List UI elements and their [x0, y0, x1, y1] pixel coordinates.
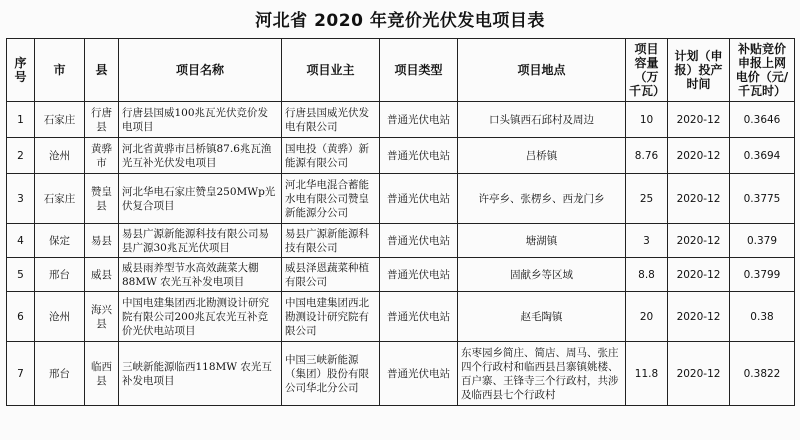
table-row [7, 174, 795, 224]
cell-seq: 1 [7, 102, 35, 138]
cell-project-name: 中国电建集团西北勘测设计研究院有限公司200兆瓦农光互补竞价光伏电站项目 [119, 292, 282, 342]
cell-project-name: 威县雨养型节水高效蔬菜大棚88MW 农光互补发电项目 [119, 258, 282, 292]
cell-type: 普通光伏电站 [380, 138, 458, 174]
cell-project-name: 行唐县国威100兆瓦光伏竞价发电项目 [119, 102, 282, 138]
cell-price: 0.3775 [730, 174, 795, 224]
cell-project-name: 易县广源新能源科技有限公司易县广源30兆瓦光伏项目 [119, 224, 282, 258]
header-plan-time: 计划（申报）投产时间 [668, 39, 730, 102]
table-row [7, 138, 795, 174]
cell-seq: 6 [7, 292, 35, 342]
header-capacity: 项目容量（万千瓦） [626, 39, 668, 102]
table-row [7, 224, 795, 258]
cell-project-name: 河北华电石家庄赞皇250MWp光伏复合项目 [119, 174, 282, 224]
cell-owner: 河北华电混合蓄能水电有限公司赞皇新能源分公司 [282, 174, 380, 224]
cell-type: 普通光伏电站 [380, 258, 458, 292]
projects-table [6, 38, 795, 406]
cell-price: 0.3799 [730, 258, 795, 292]
header-owner: 项目业主 [282, 39, 380, 102]
cell-price: 0.38 [730, 292, 795, 342]
header-project-name: 项目名称 [119, 39, 282, 102]
cell-location: 塘湖镇 [458, 224, 626, 258]
cell-price: 0.3646 [730, 102, 795, 138]
cell-seq: 3 [7, 174, 35, 224]
cell-capacity: 10 [626, 102, 668, 138]
cell-location: 东枣园乡简庄、简店、周马、张庄四个行政村和临西县吕寨镇姚楼、百户寨、王锋寺三个行政村，共涉及临西县七个行政村 [458, 342, 626, 406]
cell-plan-time: 2020-12 [668, 102, 730, 138]
cell-owner: 中国电建集团西北勘测设计研究院有限公司 [282, 292, 380, 342]
cell-seq: 5 [7, 258, 35, 292]
cell-price: 0.3694 [730, 138, 795, 174]
cell-price: 0.3822 [730, 342, 795, 406]
cell-county: 威县 [85, 258, 119, 292]
header-seq: 序号 [7, 39, 35, 102]
cell-city: 沧州 [35, 138, 85, 174]
table-row [7, 102, 795, 138]
table-row [7, 342, 795, 406]
cell-capacity: 8.76 [626, 138, 668, 174]
cell-county: 黄骅市 [85, 138, 119, 174]
cell-seq: 2 [7, 138, 35, 174]
cell-county: 行唐县 [85, 102, 119, 138]
cell-county: 易县 [85, 224, 119, 258]
cell-plan-time: 2020-12 [668, 224, 730, 258]
cell-city: 沧州 [35, 292, 85, 342]
cell-owner: 易县广源新能源科技有限公司 [282, 224, 380, 258]
cell-capacity: 8.8 [626, 258, 668, 292]
cell-seq: 7 [7, 342, 35, 406]
cell-type: 普通光伏电站 [380, 102, 458, 138]
cell-price: 0.379 [730, 224, 795, 258]
cell-county: 海兴县 [85, 292, 119, 342]
header-location: 项目地点 [458, 39, 626, 102]
cell-location: 吕桥镇 [458, 138, 626, 174]
cell-capacity: 25 [626, 174, 668, 224]
cell-seq: 4 [7, 224, 35, 258]
cell-owner: 中国三峡新能源（集团）股份有限公司华北分公司 [282, 342, 380, 406]
cell-project-name: 三峡新能源临西118MW 农光互补发电项目 [119, 342, 282, 406]
cell-capacity: 3 [626, 224, 668, 258]
table-row [7, 258, 795, 292]
cell-county: 临西县 [85, 342, 119, 406]
cell-city: 保定 [35, 224, 85, 258]
cell-city: 石家庄 [35, 102, 85, 138]
cell-plan-time: 2020-12 [668, 174, 730, 224]
cell-type: 普通光伏电站 [380, 174, 458, 224]
cell-city: 邢台 [35, 342, 85, 406]
header-price: 补贴竞价申报上网电价（元/千瓦时） [730, 39, 795, 102]
cell-project-name: 河北省黄骅市吕桥镇87.6兆瓦渔光互补光伏发电项目 [119, 138, 282, 174]
cell-owner: 威县泽恩蔬菜种植有限公司 [282, 258, 380, 292]
cell-type: 普通光伏电站 [380, 224, 458, 258]
cell-city: 邢台 [35, 258, 85, 292]
cell-plan-time: 2020-12 [668, 292, 730, 342]
cell-owner: 行唐县国威光伏发电有限公司 [282, 102, 380, 138]
cell-location: 许亭乡、张楞乡、西龙门乡 [458, 174, 626, 224]
cell-plan-time: 2020-12 [668, 342, 730, 406]
table-header-row [7, 39, 795, 102]
cell-county: 赞皇县 [85, 174, 119, 224]
cell-location: 赵毛陶镇 [458, 292, 626, 342]
cell-location: 固献乡等区域 [458, 258, 626, 292]
cell-city: 石家庄 [35, 174, 85, 224]
cell-location: 口头镇西石邱村及周边 [458, 102, 626, 138]
header-county: 县 [85, 39, 119, 102]
table-row [7, 292, 795, 342]
cell-plan-time: 2020-12 [668, 138, 730, 174]
cell-owner: 国电投（黄骅）新能源有限公司 [282, 138, 380, 174]
cell-type: 普通光伏电站 [380, 292, 458, 342]
cell-type: 普通光伏电站 [380, 342, 458, 406]
cell-capacity: 20 [626, 292, 668, 342]
cell-plan-time: 2020-12 [668, 258, 730, 292]
header-city: 市 [35, 39, 85, 102]
header-type: 项目类型 [380, 39, 458, 102]
page-title: 河北省 2020 年竞价光伏发电项目表 [255, 11, 545, 31]
cell-capacity: 11.8 [626, 342, 668, 406]
